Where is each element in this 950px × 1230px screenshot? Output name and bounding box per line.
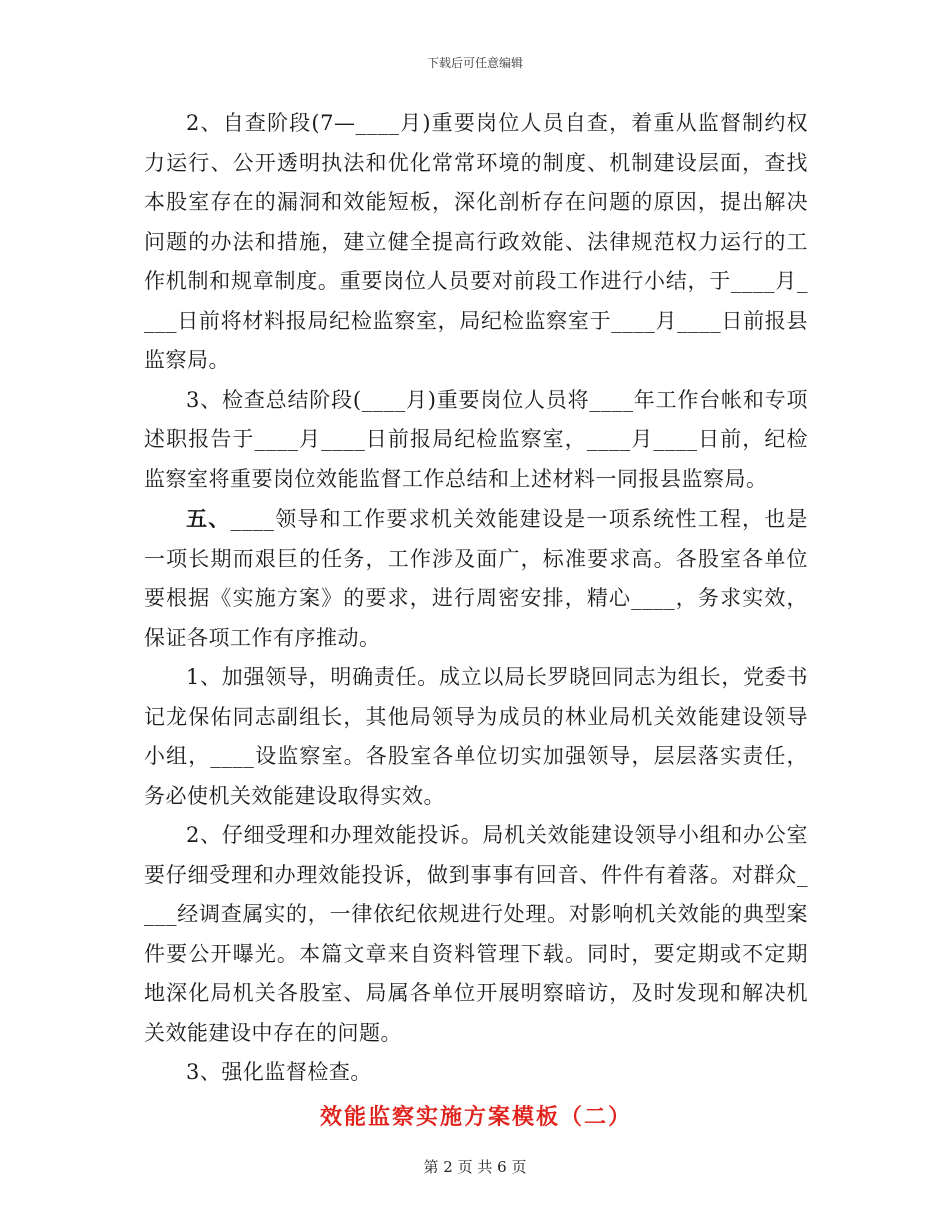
page-header-note: 下载后可任意编辑 — [426, 56, 523, 70]
paragraph-section-five — [144, 499, 808, 658]
paragraph-complaints-handling: 2、仔细受理和办理效能投诉。局机关效能建设领导小组和办公室要仔细受理和办理效能投诉，做到事事有回音、件件有着落。对群众____经调查属实的，一律依纪依规进行处理。对影响机关效能的典型案件要公开曝光。本篇文章来自资料管理下载。同时，要定期或不定期地深化局机关各股室、局属各单位开展明察暗访，及时发现和解决机关效能建设中存在的问题。 — [144, 823, 808, 1045]
paragraph-strengthen-leadership: 1、加强领导，明确责任。成立以局长罗晓回同志为组长，党委书记龙保佑同志副组长，其他局领导为成员的林业局机关效能建设领导小组，____设监察室。各股室各单位切实加强领导，层层落实责任，务必使机关效能建设取得实效。 — [144, 665, 808, 808]
paragraph-summary-stage: 3、检查总结阶段(____月)重要岗位人员将____年工作台帐和专项述职报告于____月____日前报局纪检监察室，____月____日前，纪检监察室将重要岗位效能监督工作总结和上述材料一同报县监察局。 — [144, 387, 808, 491]
page-number: 第 2 页 共 6 页 — [423, 1158, 527, 1176]
section-five-number: 五、 — [186, 506, 231, 531]
paragraph-self-check-stage: 2、自查阶段(7—____月)重要岗位人员自查，着重从监督制约权力运行、公开透明执法和优化常常环境的制度、机制建设层面，查找本股室存在的漏洞和效能短板，深化剖析存在问题的原因，提出解决问题的办法和措施，建立健全提高行政效能、法律规范权力运行的工作机制和规章制度。重要岗位人员要对前段工作进行小结，于____月____日前将材料报局纪检监察室，局纪检监察室于____月____日前报县监察局。 — [144, 111, 808, 372]
paragraph-supervision: 3、强化监督检查。 — [186, 1060, 372, 1084]
document-body — [144, 104, 808, 1137]
section-title: 效能监察实施方案模板（二） — [319, 1103, 632, 1130]
section-five-text: ____领导和工作要求机关效能建设是一项系统性工程，也是一项长期而艰巨的任务，工作涉及面广，标准要求高。各股室各单位要根据《实施方案》的要求，进行周密安排，精心____，务求实效，保证各项工作有序推动。 — [144, 507, 809, 650]
